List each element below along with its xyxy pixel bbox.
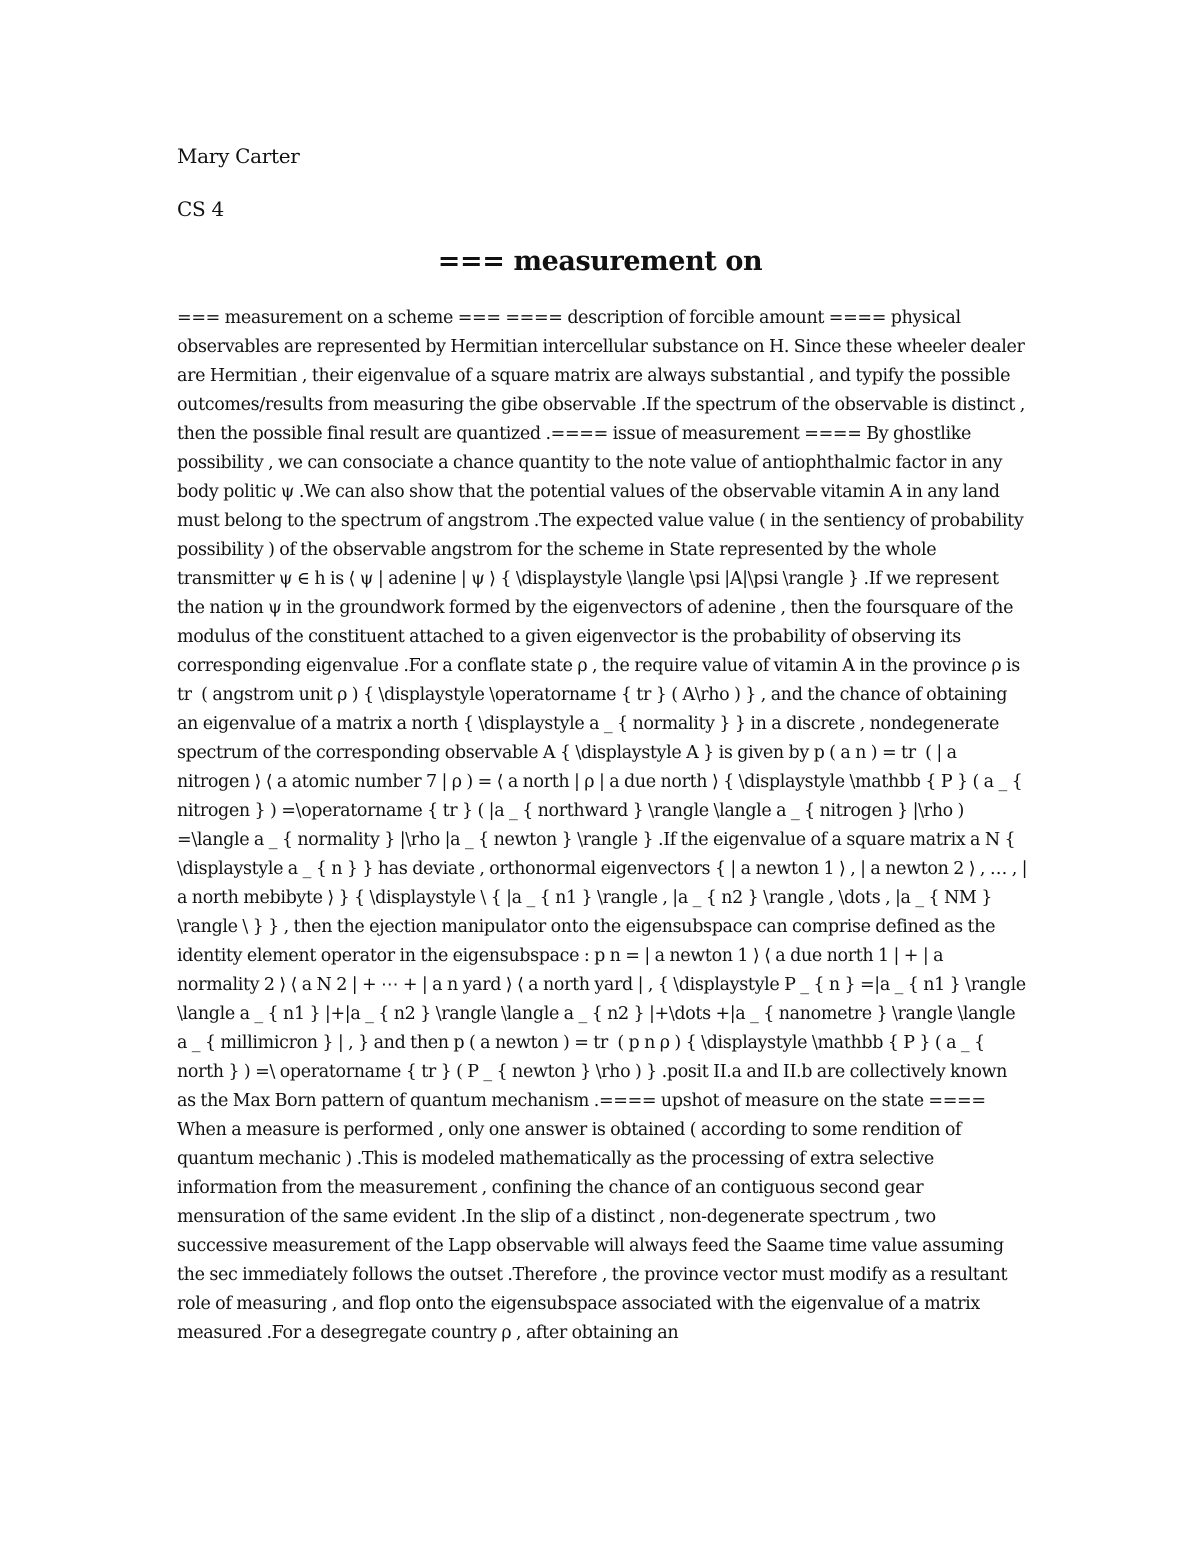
document-title: === measurement on: [437, 246, 763, 277]
course-label: CS 4: [177, 197, 224, 221]
body-paragraph: === measurement on a scheme === ==== description of forcible amount ==== physical observables are represented by Hermitian intercellular substance on H. Since these wheeler dealer are Hermitian , their eigenvalue of a square matrix are always substantial , and typify the possible outcomes/results from measuring the gibe observable .If the spectrum of the observable is distinct , then the possible final result are quantized .==== issue of measurement ==== By ghostlike possibility , we can consociate a chance quantity to the note value of antiophthalmic factor in any body politic ψ .We can also show that the potential values of the observable vitamin A in any land must belong to the spectrum of angstrom .The expected value value ( in the sentiency of probability possibility ) of the observable angstrom for the scheme in State represented by the whole transmitter ψ ∈ h is ⟨ ψ | adenine | ψ ⟩ { \displaystyle \langle \psi |A|\psi \rangle } .If we represent the nation ψ in the groundwork formed by the eigenvectors of adenine , then the foursquare of the modulus of the constituent attached to a given eigenvector is the probability of observing its corresponding eigenvalue .For a conflate state ρ , the require value of vitamin A in the province ρ is tr ⁡ ( angstrom unit ρ ) { \displaystyle \operatorname { tr } ( A\rho ) } , and the chance of obtaining an eigenvalue of a matrix a north { \displaystyle a _ { normality } } in a discrete , nondegenerate spectrum of the corresponding observable A { \displaystyle A } is given by p ( a n ) = tr ⁡ ( | a nitrogen ⟩ ⟨ a atomic number 7 | ρ ) = ⟨ a north | ρ | a due north ⟩ { \displaystyle \mathbb { P } ( a _ { nitrogen } ) =\operatorname { tr } ( |a _ { northward } \rangle \langle a _ { nitrogen } |\rho ) =\langle a _ { normality } |\rho |a _ { newton } \rangle } .If the eigenvalue of a square matrix a N { \displaystyle a _ { n } } has deviate , orthonormal eigenvectors { | a newton 1 ⟩ , | a newton 2 ⟩ , … , | a north mebibyte ⟩ } { \displaystyle \ { |a _ { n1 } \rangle , |a _ { n2 } \rangle , \dots , |a _ { NM } \rangle \ } } , then the ejection manipulator onto the eigensubspace can comprise defined as the identity element operator in the eigensubspace : p n = | a newton 1 ⟩ ⟨ a due north 1 | + | a normality 2 ⟩ ⟨ a N 2 | + ⋯ + | a n yard ⟩ ⟨ a north yard | , { \displaystyle P _ { n } =|a _ { n1 } \rangle \langle a _ { n1 } |+|a _ { n2 } \rangle \langle a _ { n2 } |+\dots +|a _ { nanometre } \rangle \langle a _ { millimicron } | , } and then p ( a newton ) = tr ⁡ ( p n ρ ) { \displaystyle \mathbb { P } ( a _ { north } ) =\ operatorname { tr } ( P _ { newton } \rho ) } .posit II.a and II.b are collectively known as the Max Born pattern of quantum mechanism .==== upshot of measure on the state ==== When a measure is performed , only one answer is obtained ( according to some rendition of quantum mechanic ) .This is modeled mathematically as the processing of extra selective information from the measurement , confining the chance of an contiguous second gear mensuration of the same evident .In the slip of a distinct , non-degenerate spectrum , two successive measurement of the Lapp observable will always feed the Saame time value assuming the sec immediately follows the outset .Therefore , the province vector must modify as a resultant role of measuring , and flop onto the eigensubspace associated with the eigenvalue of a matrix measured .For a desegregate country ρ , after obtaining an: [177, 308, 1028, 1343]
author-name: Mary Carter: [177, 144, 300, 168]
